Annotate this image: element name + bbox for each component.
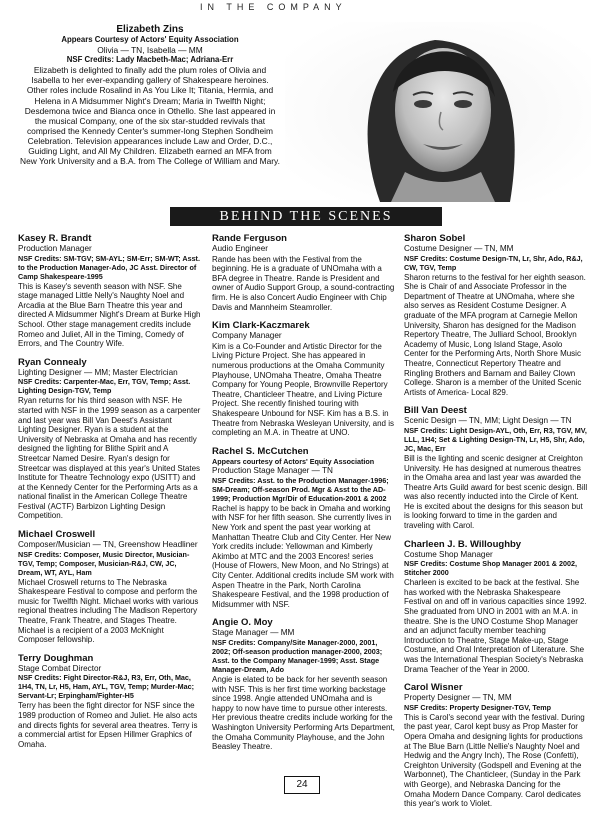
- bio-name: Rande Ferguson: [212, 233, 287, 244]
- bio-role: Company Manager: [212, 331, 282, 341]
- bio-body: This is Carol's second year with the festival. During the past year, Carol kept busy as Prop Master for Opera Omaha and designing lights for productions at The Blue Barn (Little Nellie's Naughty Noel and Hedwig and the Angry Inch), The Rose (Confetti), Creighton University (Godspell and Evening at the Warbonnet), The Chanticleer, (Sunday in the Park with George), and Nebraska Dancing for the Omaha Modern Dance Company. Carol dedicates this year's work to Violet.: [404, 712, 585, 809]
- column-2: [212, 233, 396, 760]
- page-number: 24: [284, 776, 320, 794]
- section-header: IN THE COMPANY: [200, 2, 347, 12]
- bio-credits: NSF Credits: Property Designer-TGV, Temp: [404, 702, 551, 712]
- bio-credits: NSF Credits: Fight Director-R&J, R3, Err, Oth, Mac, 1H4, TN, Lr, H5, Ham, AYL, TGV, Temp; Murder-Mac; Servant-Lr; Erpingham/Fighter-H5: [18, 673, 194, 701]
- bio-credits: NSF Credits: Costume Design-TN, Lr, Shr, Ado, R&J, CW, TGV, Temp: [404, 253, 583, 272]
- column-3: [404, 233, 588, 817]
- bio-name: Charleen J. B. Willoughby: [404, 538, 522, 550]
- bio-body: Kim is a Co-Founder and Artistic Director for the Living Picture Project. She has appeared in numerous productions at the Omaha Community Playhouse, UNOmaha Theatre, Omaha Theatre Company for Young People, Brownville Repertory Theatre, Chanticleer Theatre, and Living Picture Project. She recently finished touring with Shakespeare Unbound for NSF. Kim has a B.S. in Theatre from Nebraska Wesleyan University, and is completing an M.A. in Theatre at UNO.: [212, 341, 394, 438]
- bio-role: Property Designer — TN, MM: [404, 693, 512, 703]
- bio-name: Kim Clark-Kaczmarek: [212, 320, 310, 332]
- bio-name: Rachel S. McCutchen: [212, 445, 309, 457]
- bio-role: Audio Engineer: [212, 244, 268, 253]
- bio-entry: [18, 529, 202, 645]
- bio-role: Production Stage Manager — TN: [212, 466, 333, 476]
- bio-role: Stage Manager — MM: [212, 628, 295, 638]
- bio-entry: [212, 233, 396, 312]
- bio-entry: [404, 405, 588, 530]
- featured-appearance: Appears Courtesy of Actors' Equity Association: [61, 35, 239, 44]
- bio-credits: NSF Credits: Costume Shop Manager 2001 & 2002, Stitcher 2000: [404, 559, 577, 578]
- bio-role: Production Manager: [18, 244, 92, 253]
- bio-credits: NSF Credits: Light Design-AYL, Oth, Err, R3, TGV, MV, LLL, 1H4; Set & Lighting Design-TN, Lr, H5, Shr, Ado, JC, Mac, Err: [404, 425, 587, 453]
- bio-entry: [212, 617, 396, 751]
- bio-name: Carol Wisner: [404, 682, 463, 694]
- bio-body: Michael Croswell returns to The Nebraska Shakespeare Festival to compose and perform the music for Twelfth Night. Michael works with various regional theatres including The Madison Repertory Theatre, Frank Theatre, and Stages Theatre. Michael is a recipient of a 2003 McKnight Composer fellowship.: [18, 577, 199, 645]
- bio-entry: [404, 233, 588, 397]
- bio-credits: NSF Credits: Asst. to the Production Manager-1996; SM-Dream; Off-season Prod. Mgr & Asst to the AD-1999; Production Mgr/Dir of Education-2001 & 2002: [212, 475, 389, 503]
- bio-name: Terry Doughman: [18, 652, 94, 664]
- bio-name: Sharon Sobel: [404, 233, 466, 244]
- bio-body: Rachel is happy to be back in Omaha and working with NSF for her fifth season. She currently lives in New York and spent the past year working at Manhattan Theatre Club and City Center. Her New York credits include: Yellowman and Kimberly Akimbo at MTC and the 2003 Encores! series (House of Flowers, New Moon, and No Strings) at City Center. Additional credits include SM work with Aspen Theatre in the Park, North Carolina Shakespeare Festival, and the 1998 production of Midsummer with NSF.: [212, 503, 394, 609]
- bio-role: Costume Shop Manager: [404, 549, 493, 559]
- bio-name: Ryan Connealy: [18, 356, 87, 368]
- bio-role: Scenic Design — TN, MM; Light Design — TN: [404, 416, 572, 426]
- bio-body: Angie is elated to be back for her seventh season with NSF. This is her first time working backstage since 1998. Angie attended UNOmaha and is happy to now have time to pursue other interests. Her previous theatre credits include working for the Washington University Performing Arts Department, the Omaha Community Playhouse, and the John Beasley Theatre.: [212, 675, 395, 752]
- bio-body: Bill is the lighting and scenic designer at Creighton University. He has designed at numerous theatres in the Omaha area and last year was awarded the Theatre Arts Guild award for best scenic design. Bill was also recently inducted into the Circle of Kent. He is excited about the designs for this season but is looking forward to time in the garden and traveling with Carol.: [404, 453, 588, 531]
- column-1: [18, 233, 202, 757]
- featured-body: Elizabeth is delighted to finally add the plum roles of Olivia and Isabella to her ever-expanding gallery of Shakespeare heroines. Other roles include Rosalind in As You Like It; Titania, Hermia, and Helena in A Midsummer Night's Dream; Maria in Twelfth Night; Desdemona twice and Bianca once in Othello. She last appeared in the musical Company, one of the six star-studded revivals that comprised the Kennedy Center's summer-long Stephen Sondheim Celebration. Television appearances include Law and Order, D.C., Guiding Light, and All My Children. Elizabeth earned an MFA from New York University and a B.A. from The College of William and Mary.: [20, 65, 280, 167]
- bio-name: Bill Van Deest: [404, 405, 467, 417]
- bio-entry: [404, 539, 588, 675]
- featured-name: Elizabeth Zins: [116, 24, 184, 35]
- bio-credits: NSF Credits: Company/Site Manager-2000, 2001, 2002; Off-season production manager-2000, 2003; Asst. to the Company Manager-1999; Asst. Stage Manager-Dream, Ado: [212, 638, 383, 674]
- bio-body: Terry has been the fight director for NSF since the 1989 production of Romeo and Juliet. He also acts and directs fights for several area theatres. Terry is a commercial artist for Epsen Hillmer Graphics of Omaha.: [18, 701, 198, 749]
- bio-credits: NSF Credits: Composer, Music Director, Musician-TGV, Temp; Composer, Musician-R&J, CW, JC, Dream, WT, AYL, Ham: [18, 549, 190, 577]
- bio-name: Angie O. Moy: [212, 617, 273, 629]
- bio-credits: NSF Credits: Carpenter-Mac, Err, TGV, Temp; Asst. Lighting Design-TGV, Temp: [18, 377, 191, 396]
- bio-role: Stage Combat Director: [18, 663, 102, 673]
- bio-entry: [212, 446, 396, 610]
- bio-body: Sharon returns to the festival for her eighth season. She is Chair of and Associate Professor in the Department of Theatre at UNOmaha, where she also serves as Resident Costume Designer. A graduate of the MFA program at Carnegie Mellon University, Sharon has designed for the Madison Repertory Theatre, The Julliard School, Brooklyn Academy of Music, Long Island Stage, Asolo Center for the Performing Arts, North Shore Music Theatre, Connecticut Repertory Theatre and Ringling Brothers and Barnam and Bailey Clown College. Sharon is a member of the United Scenic Artists of America- Local 829.: [404, 272, 586, 397]
- bio-role: Costume Designer — TN, MM: [404, 244, 514, 253]
- headshot-photo: [285, 22, 591, 202]
- featured-role: Olivia — TN, Isabella — MM: [97, 45, 203, 56]
- bio-role: Lighting Designer — MM; Master Electrician: [18, 367, 178, 377]
- bio-name: Kasey R. Brandt: [18, 233, 92, 244]
- bio-role: Composer/Musician — TN, Greenshow Headliner: [18, 540, 198, 550]
- bio-body: This is Kasey's seventh season with NSF. She stage managed Little Nelly's Naughty Noel and Arcadia at the Blue Barn Theatre this year and directed A Midsummer Night's Dream at Burke High School. Other stage management credits include Romeo and Juliet, All in the Timing, Comedy of Errors, and The Country Wife.: [18, 281, 201, 349]
- bio-entry: [18, 653, 202, 750]
- bio-entry: [404, 682, 588, 809]
- bio-body: Ryan returns for his third season with NSF. He started with NSF in the 1999 season as a carpenter and last year was Bill Van Deest's Assistant Lighting Designer. Ryan is a student at the University of Nebraska at Omaha and has recently designed the lighting for Blithe Spirit and A Streetcar Named Desire. Ryan's design for Streetcar was displayed at this year's United States Institute for Theatre Technology expo (USITT) and at the Kennedy Center for the Performing Arts as a national finalist in the American College Theatre Festival (ACTF) Barbizon Lighting Design Competition.: [18, 396, 201, 521]
- headshot-portrait-icon: [285, 22, 591, 202]
- bio-credits: NSF Credits: SM-TGV; SM-AYL; SM-Err; SM-WT; Asst. to the Production Manager-Ado, JC Asst. Director of Camp Shakespeare-1995: [18, 253, 200, 281]
- behind-the-scenes-banner: BEHIND THE SCENES: [170, 207, 442, 226]
- bio-body: Rande has been with the Festival from the beginning. He is a graduate of UNOmaha with a BFA degree in Theatre. Rande is President and owner of Audio Support Group, a sound-contracting firm. He is also Concert Audio Engineer with Chip Davis and Mannheim Steamroller.: [212, 254, 395, 312]
- bio-entry: [18, 357, 202, 521]
- featured-bio: [20, 24, 280, 166]
- bio-entry: [18, 233, 202, 349]
- bio-body: Charleen is excited to be back at the festival. She has worked with the Nebraska Shakespeare Festival on and off in various capacities since 1992. She graduated from UNO in 2001 with an M.A. in theatre. She is the UNO Costume Shop Manager and an adjunct faculty member teaching Introduction to Theatre, Stage Make-up, Stage Costume, and Oral Interpretation of Literature. She was the International Thespian Society's Nebraska Drama Teacher of the Year in 2000.: [404, 578, 587, 674]
- bio-name: Michael Croswell: [18, 529, 96, 541]
- bio-entry: [212, 320, 396, 438]
- featured-credits: NSF Credits: Lady Macbeth-Mac; Adriana-Err: [66, 55, 234, 65]
- bio-appearance: Appears courtesy of Actors' Equity Association: [212, 456, 375, 466]
